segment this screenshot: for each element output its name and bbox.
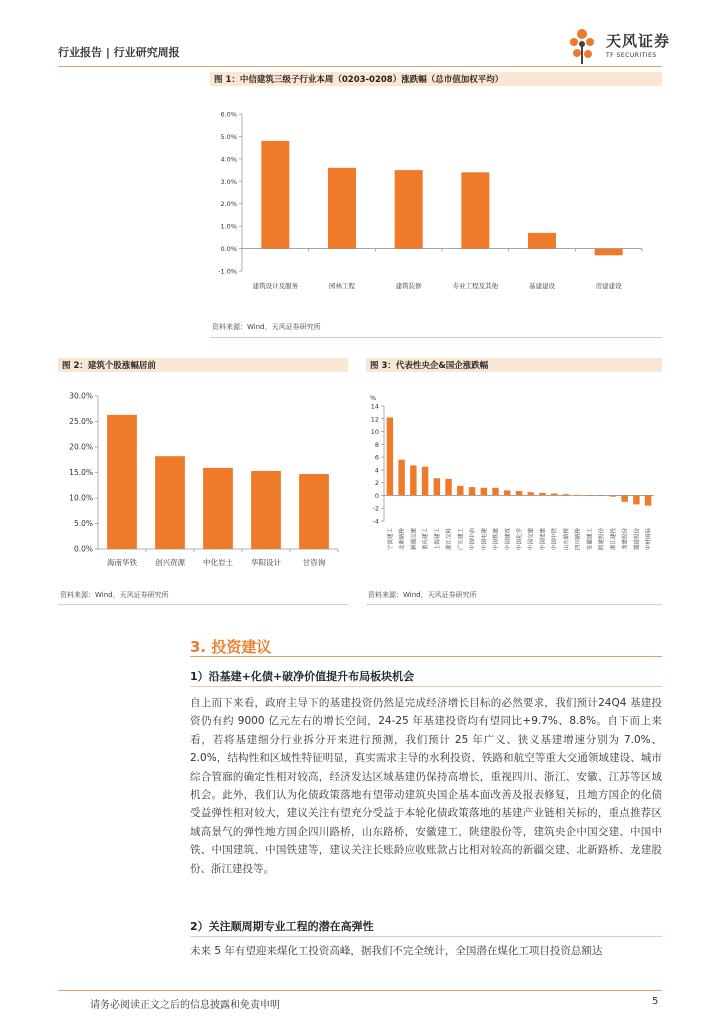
fig1-y-tick-label: 2.0% [220,200,237,209]
section-title: 3. 投资建议 [190,638,272,656]
fig1-bar [595,249,623,256]
fig3-bar [621,495,627,501]
fig3-category-label: 中国中冶 [470,528,477,551]
tf-securities-logo [568,26,678,68]
fig2-category-label: 华阳设计 [251,558,281,567]
subsection1-title: 1）沿基建+化债+破净价值提升布局板块机会 [190,670,415,683]
fig3-category-label: 中国建筑 [505,528,512,551]
fig3-category-label: 陕建股份 [599,528,606,551]
figure3-bottom-rule [366,604,662,605]
fig1-category-label: 建筑装修 [395,282,422,290]
figure1-chart [210,96,662,306]
fig3-category-label: 浙江建投 [610,528,617,551]
fig3-bar [563,494,569,495]
figure2-bottom-rule [58,604,348,605]
figure1-source: 资料来源：Wind，天风证券研究所 [212,323,321,331]
fig3-bar [633,495,639,504]
fig2-bar [203,468,233,549]
fig2-category-label: 中化岩土 [203,558,233,567]
fig3-y-tick-label: 4 [374,466,379,475]
fig3-category-label: 中国能建 [540,528,547,551]
report-header-title: 行业报告 | 行业研究周报 [58,46,180,59]
logo-flower-icon [568,26,604,66]
fig3-category-label: 四川路桥 [575,528,582,551]
fig1-category-label: 房建建设 [595,282,622,290]
fig3-y-tick-label: 2 [374,479,379,488]
fig3-category-label: 广东建工 [458,528,465,551]
fig2-y-tick-label: 5.0% [73,519,93,528]
logo-text-en: TF SECURITIES [606,52,657,59]
fig3-bar [445,479,451,496]
fig3-bar [598,495,604,496]
fig3-y-axis-label: % [370,394,377,402]
fig3-bar [469,487,475,495]
fig3-bar [551,494,557,496]
fig2-y-tick-label: 15.0% [69,468,93,477]
fig3-category-label: 宁波建工 [387,528,394,551]
fig3-y-tick-label: 6 [374,453,379,462]
fig3-y-tick-label: -2 [372,504,379,513]
fig3-bar [410,465,416,495]
fig3-y-tick-label: 0 [374,491,379,500]
fig3-bar [504,490,510,495]
fig3-category-label: 隧道股份 [634,528,641,551]
fig3-category-label: 中国交建 [528,528,535,551]
fig3-category-label: 新疆交建 [411,528,418,551]
fig1-y-tick-label: 4.0% [220,155,237,164]
fig3-bar [398,460,404,496]
fig1-y-tick-label: 6.0% [220,110,237,119]
fig3-bar [516,491,522,495]
fig3-y-tick-label: 8 [374,440,379,449]
fig3-category-label: 北新路桥 [399,528,406,551]
subsection2-title: 2）关注顺周期专业工程的潜在高弹性 [190,920,374,933]
figure3-source: 资料来源：Wind，天风证券研究所 [368,591,477,599]
fig3-bar [387,418,393,496]
subsection2-divider [190,936,662,937]
footer-disclaimer: 请务必阅读正文之后的信息披露和免责申明 [90,1000,280,1011]
fig3-category-label: 中材国际 [646,528,653,551]
fig3-bar [645,495,651,505]
fig2-bar [155,456,185,549]
subsection1-paragraph: 自上而下来看，政府主导下的基建投资仍然是完成经济增长目标的必然要求，我们预计24Q4 基建投资仍有约 9000 亿元左右的增长空间，24-25 年基建投资均有望同比+9.7%、8.8%。自下而上来看，若将基建细分行业拆分开来进行预测，我们预计 25 年广义、狭义基建增速分别为 7.0%、2.0%，结构性和区域性特征明显，真实需求主导的水利投资、铁路和航空等重大交通领域建设、城市综合管廊的确定性相对较高，经济发达区域基建仍保持高增长，重视四川、浙江、安徽、江苏等区域机会。此外，我们认为化债政策落地有望带动建筑央国企基本面改善及报表修复，且地方国企的化债受益弹性相对较大，建议关注有望充分受益于本轮化债政策落地的基建产业链相关标的，重点推荐区域高景气的弹性地方国企四川路桥，山东路桥，安徽建工，陕建股份等，建筑央企中国交建、中国中铁、中国建筑、中国铁建等，建议关注长账龄应收账款占比相对较高的新疆交建、北新路桥、龙建股份、浙江建投等。 [190,697,662,875]
fig3-y-tick-label: 12 [370,415,379,424]
fig3-category-label: 重庆建工 [423,528,430,551]
fig2-bar [251,471,281,549]
figure1-title-bar [210,72,662,86]
fig3-bar [434,478,440,495]
fig1-y-tick-label: 5.0% [220,132,237,141]
figure3-title: 图 3：代表性央企&国企涨跌幅 [370,361,489,371]
fig2-y-tick-label: 20.0% [69,442,93,452]
fig3-bar [610,495,616,496]
fig3-category-label: 上海建工 [434,528,441,551]
fig3-category-label: 中国化学 [517,528,523,551]
fig2-y-tick-label: 0.0% [73,544,93,554]
footer-divider [58,990,662,991]
figure3-chart [366,384,662,580]
fig2-category-label: 海南华铁 [107,558,137,567]
figure2-chart [58,384,348,580]
fig2-y-tick-label: 25.0% [69,417,93,426]
fig3-bar [539,493,545,496]
fig1-y-tick-label: 0.0% [220,245,237,254]
fig1-bar [261,141,289,249]
fig3-bar [586,495,592,496]
fig3-bar [528,492,534,495]
fig2-category-label: 甘咨询 [302,558,326,567]
fig3-category-label: 中国中铁 [552,528,559,551]
fig2-y-tick-label: 30.0% [69,391,93,401]
fig1-bar [528,233,556,249]
fig1-y-tick-label: 1.0% [220,222,237,231]
figure2-title: 图 2：建筑个股涨幅居前 [62,361,156,371]
fig3-y-tick-label: -4 [372,517,379,526]
fig2-bar [299,474,329,549]
figure1-title: 图 1：中信建筑三级子行业本周（0203-0208）涨跌幅（总市值加权平均） [214,75,504,85]
fig2-y-tick-label: 10.0% [69,493,93,503]
fig3-y-tick-label: 10 [370,428,379,437]
subsection2-paragraph: 未来 5 年有望迎来煤化工投资高峰，据我们不完全统计，全国潜在煤化工项目投资总额达 [190,945,603,957]
subsection1-divider [190,686,662,687]
fig3-category-label: 山东路桥 [563,528,570,551]
fig3-category-label: 中国铁建 [493,528,500,551]
fig3-bar [481,488,487,496]
fig2-category-label: 创兴资源 [155,558,185,567]
fig3-bar [574,495,580,496]
fig1-bar [395,170,423,249]
figure2-source: 资料来源：Wind，天风证券研究所 [60,591,169,599]
logo-text-cn: 天风证券 [606,32,671,50]
fig1-bar [461,172,489,248]
fig1-y-tick-label: -1.0% [218,267,237,276]
fig1-category-label: 专业工程及其他 [452,282,499,290]
page-number: 5 [652,996,659,1007]
section-divider [190,656,662,657]
fig2-bar [107,415,137,549]
fig1-bar [328,168,356,249]
fig3-bar [422,467,428,496]
fig1-category-label: 建筑设计及服务 [252,282,299,290]
fig1-y-tick-label: 3.0% [220,177,237,186]
fig3-category-label: 浙江交科 [446,528,453,551]
figure2-title-bar [58,358,348,372]
fig3-bar [457,486,463,496]
fig3-category-label: 中国电建 [481,528,488,551]
fig3-category-label: 龙建股份 [622,528,629,551]
fig1-category-label: 基建建设 [529,282,555,290]
fig3-y-tick-label: 14 [370,402,379,411]
figure3-title-bar [366,358,662,372]
header-divider [58,66,662,67]
fig3-category-label: 安徽建工 [587,528,594,551]
figure1-bottom-rule [210,337,662,338]
fig1-category-label: 园林工程 [329,282,355,290]
fig3-bar [492,488,498,496]
